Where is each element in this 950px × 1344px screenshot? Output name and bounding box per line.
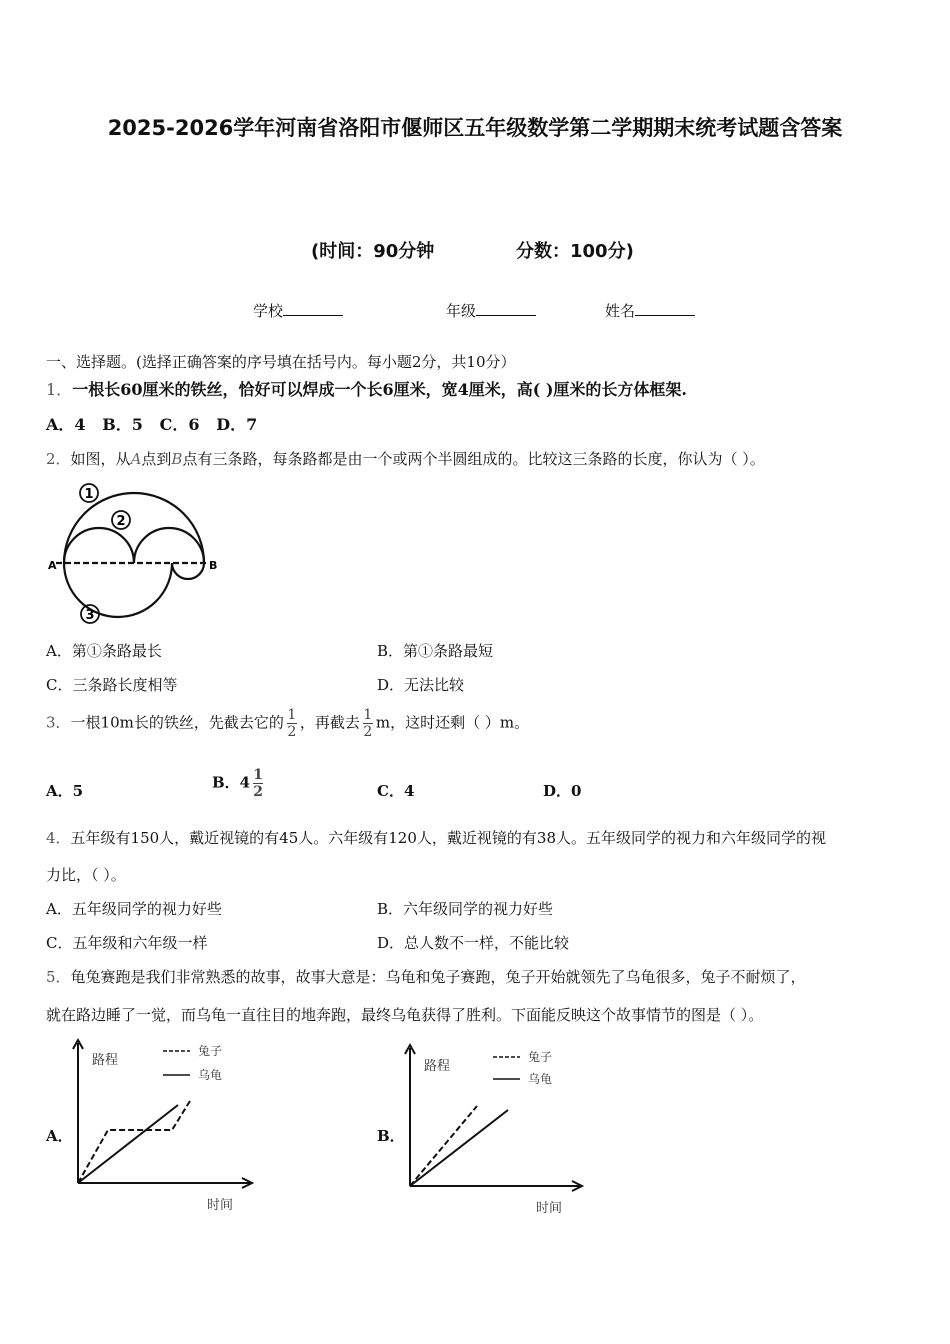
graph-b-turtle-line bbox=[410, 1110, 508, 1186]
q3-fraction-2 bbox=[363, 707, 373, 740]
q2-number: 2． bbox=[46, 450, 71, 468]
q2-option-a: A．第①条路最长 bbox=[46, 642, 162, 660]
graph-a-xlabel: 时间 bbox=[207, 1198, 234, 1213]
path-1-arc bbox=[64, 493, 204, 563]
q4-number: 4． bbox=[46, 829, 71, 847]
q1-text: 一根长60厘米的铁丝，恰好可以焊成一个长6厘米，宽4厘米，高( )厘米的长方体框架. bbox=[72, 380, 688, 399]
q4-line-2: 力比，（ ）。 bbox=[46, 866, 126, 884]
q4-line-1: 五年级有150人，戴近视镜的有45人。六年级有120人，戴近视镜的有38人。五年级同学的视力和六年级同学的视 bbox=[70, 829, 826, 847]
exam-score: 分数：100分) bbox=[516, 241, 634, 262]
q5-option-a: A． bbox=[46, 1127, 73, 1145]
fraction-numerator: 1 bbox=[253, 767, 263, 783]
q3-text-2: ，再截去 bbox=[299, 713, 360, 732]
graph-b-legend-rabbit: 兔子 bbox=[528, 1050, 553, 1064]
graph-b-rabbit-line bbox=[410, 1106, 477, 1186]
q1-number: 1． bbox=[46, 380, 73, 399]
graph-a-legend-turtle: 乌龟 bbox=[198, 1068, 223, 1082]
q3-option-b bbox=[212, 767, 266, 800]
fraction-numerator: 1 bbox=[287, 707, 297, 723]
q2-option-d: D．无法比较 bbox=[377, 676, 465, 694]
label-1: 1 bbox=[84, 487, 94, 502]
q3-number: 3． bbox=[46, 713, 71, 732]
graph-a-ylabel: 路程 bbox=[92, 1053, 119, 1068]
q2-var-b: B bbox=[171, 450, 183, 468]
q2-text-b: 点到 bbox=[141, 450, 172, 468]
grade-field bbox=[446, 300, 536, 321]
q3-option-b-fraction bbox=[253, 767, 263, 800]
q2-option-b: B．第①条路最短 bbox=[377, 642, 494, 660]
question-5 bbox=[46, 966, 806, 987]
q5-line-2: 就在路边睡了一觉，而乌龟一直往目的地奔跑，最终乌龟获得了胜利。下面能反映这个故事情节的图是（ ）。 bbox=[46, 1006, 764, 1024]
point-b-label: B bbox=[209, 559, 218, 572]
path-3-arc-large bbox=[64, 563, 172, 617]
fraction-denominator: 2 bbox=[287, 724, 297, 740]
page-title: 2025-2026学年河南省洛阳市偃师区五年级数学第二学期期末统考试题含答案 bbox=[107, 116, 843, 140]
section-heading: 一、选择题。(选择正确答案的序号填在括号内。每小题2分，共10分） bbox=[46, 353, 516, 371]
path-3-arc-small bbox=[172, 563, 204, 579]
fraction-numerator: 1 bbox=[363, 707, 373, 723]
q4-option-b: B．六年级同学的视力好些 bbox=[377, 900, 554, 918]
q5-number: 5． bbox=[46, 968, 71, 986]
graph-b-ylabel: 路程 bbox=[424, 1059, 451, 1074]
graph-b bbox=[402, 1040, 592, 1225]
question-3 bbox=[46, 707, 529, 740]
q2-text-c: 点有三条路，每条路都是由一个或两个半圆组成的。比较这三条路的长度，你认为（ ）。 bbox=[182, 450, 765, 468]
school-blank bbox=[283, 301, 343, 316]
q2-text-a: 如图，从 bbox=[70, 450, 131, 468]
q3-option-a: A．5 bbox=[46, 782, 84, 800]
path-2-arc-left bbox=[64, 528, 134, 563]
grade-blank bbox=[476, 301, 536, 316]
point-a-label: A bbox=[48, 559, 57, 572]
graph-a bbox=[70, 1035, 260, 1220]
question-1 bbox=[46, 377, 687, 400]
label-3: 3 bbox=[85, 608, 95, 623]
q4-option-c: C．五年级和六年级一样 bbox=[46, 934, 208, 952]
q3-text-3: m，这时还剩（ ）m。 bbox=[375, 713, 530, 732]
name-label: 姓名 bbox=[605, 302, 636, 320]
q3-option-b-text: B．4 bbox=[212, 773, 251, 792]
q4-option-a: A．五年级同学的视力好些 bbox=[46, 900, 222, 918]
q1-options: A．4 B．5 C．6 D．7 bbox=[46, 415, 258, 434]
q4-option-d: D．总人数不一样，不能比较 bbox=[377, 934, 570, 952]
q2-var-a: A bbox=[130, 450, 142, 468]
label-2: 2 bbox=[116, 514, 126, 529]
graph-a-turtle-line bbox=[78, 1105, 178, 1183]
fraction-denominator: 2 bbox=[253, 784, 263, 800]
name-blank bbox=[635, 301, 695, 316]
school-label: 学校 bbox=[253, 302, 284, 320]
question-2 bbox=[46, 448, 765, 469]
q2-figure bbox=[46, 480, 226, 630]
school-field bbox=[253, 300, 343, 321]
graph-a-legend-rabbit: 兔子 bbox=[198, 1044, 223, 1058]
q3-fraction-1 bbox=[287, 707, 297, 740]
q5-line-1: 龟兔赛跑是我们非常熟悉的故事，故事大意是：乌龟和兔子赛跑，兔子开始就领先了乌龟很多，兔子不耐烦了， bbox=[70, 968, 806, 986]
grade-label: 年级 bbox=[446, 302, 477, 320]
graph-b-legend-turtle: 乌龟 bbox=[528, 1072, 553, 1086]
question-4 bbox=[46, 827, 826, 848]
fraction-denominator: 2 bbox=[363, 724, 373, 740]
q2-option-c: C．三条路长度相等 bbox=[46, 676, 178, 694]
q5-option-b: B． bbox=[377, 1127, 405, 1145]
path-2-arc-right bbox=[134, 528, 204, 563]
q3-text-1: 一根10m长的铁丝，先截去它的 bbox=[70, 713, 284, 732]
graph-b-xlabel: 时间 bbox=[536, 1201, 563, 1216]
name-field bbox=[605, 300, 695, 321]
q3-option-c: C．4 bbox=[377, 782, 415, 800]
q3-option-d: D．0 bbox=[543, 782, 582, 800]
exam-time: (时间：90分钟 bbox=[311, 241, 435, 262]
